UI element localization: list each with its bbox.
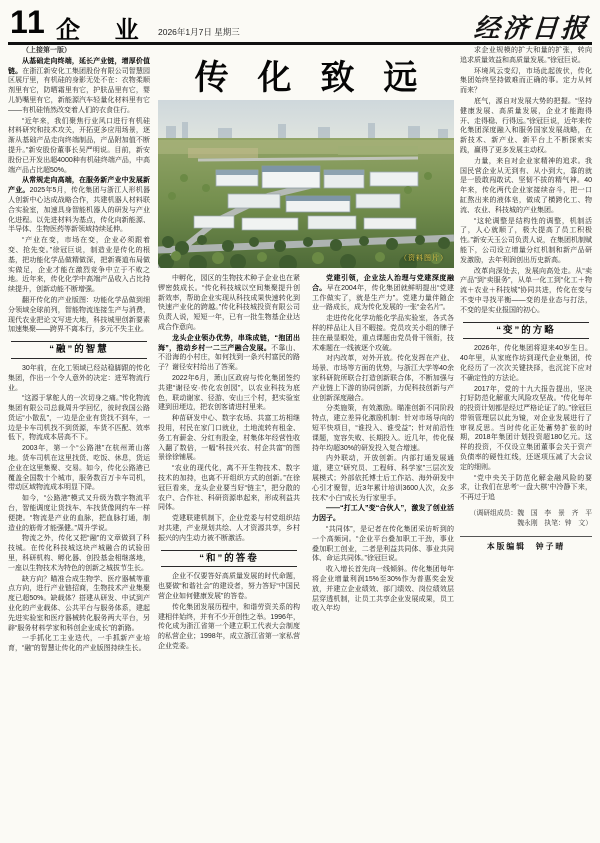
paragraph: 物流之外，传化又把“融”的文章做到了科技城。在传化科技城这块产城融合的试验田里，科研机构、孵化器、创投基金相继落地，一座以生物技术为特色的创新之城拔节生长。 [8, 535, 150, 572]
column-3 [312, 274, 454, 837]
column-2 [158, 274, 300, 837]
paragraph: 种苗研发中心、数字农场、共富工坊相继投用，村民在家门口就业，土地流转有租金、务工有薪金、分红有股金，村集体年经营性收入翻了数倍，一幅“科技兴农、村企共富”的图景徐徐铺展。 [158, 415, 300, 462]
pull-quote: ——“打工人”变“合伙人”，激发了创业活力因子。 [312, 505, 454, 523]
paragraph: 改革向深处去，发展向高处走。从“卖产品”到“卖服务”，从单一化工到“化工＋物流＋农业＋科技城”协同共进，传化在变与不变中寻找平衡——变的是业态与打法，不变的是实业报国的初心。 [460, 267, 592, 314]
paragraph: 求企业规模的扩大和量的扩张，转向追求质量效益和高质量发展。”徐冠巨说。 [460, 47, 592, 64]
paragraph: 企业不仅要答好高质量发展的时代命题，也要做“和谐社会”的建设者，努力答好“中国民营企业如何健康发展”的答卷。 [158, 573, 300, 600]
paragraph: 2017年，党的十九大报告提出，坚决打好防范化解重大风险攻坚战。“传化每年的投资计划都是经过严格论证了的。”徐冠巨带领管理层以此为镜，对企业发展进行了审视反思。当时传化正处蓄势扩张的时期，2018年集团计划投资超180亿元。这样的投资，不仅设立集团董事会关于资产负债率的硬性红线，还逐项压减了大会议定的细则。 [460, 385, 592, 471]
paragraph: 30年前，在化工领域已经站稳脚跟的传化集团，作出一个令人意外的决定：进军物流行业。 [8, 364, 150, 392]
section-header: “和”的答卷 [161, 550, 297, 568]
paragraph: “这源于掌舵人的一次切身之痛。”传化物流集团有限公司总裁周升学回忆，彼时我国公路货运“小散乱”，一边是企业有货找不到车，一边是卡车司机找不到货源，车货不匹配、效率低下，物流成本居高不下。 [8, 395, 150, 442]
paragraph: 内外联动，开放创新。内部打通发展通道，建立“研究员、工程师、科学家”三层次发展模式；外部依托博士后工作站、海外研发中心引才聚智，近3年累计培训3600人次，众多技术“小白”成长为行家里手。 [312, 455, 454, 502]
bold-lead: 龙头企业领办优势，串珠成链，“抱团出海”，推动乡村一二三产融合发展。 [158, 334, 300, 352]
photo-caption: （资料图片） [400, 255, 448, 262]
paragraph: 党建联建机制下，企业党委与村党组织结对共建，产业规划共绘、人才资源共享，乡村振兴的内生动力被不断激活。 [158, 515, 300, 542]
paragraph: 如今，“公路港”模式又升级为数字物流平台，智能调度让货找车、车找货像网约车一样便捷。“物流是产业的血脉，把血脉打通，制造业的筋骨才能强健。”周升学说。 [8, 495, 150, 532]
paragraph: 对内改革，对外开放。传化发挥在产业、场景、市场等方面的优势，与浙江大学等40余家科研院所联合打造创新联合体，不断加强与产业链上下游的协同创新，力促科技创新与产业创新深度融合。 [312, 355, 454, 402]
paragraph: 党建引领，企业法人治理与党建深度融合。早在2004年，传化集团就鲜明提出“党建工作做实了，就是生产力”。党建力量伴随企业一路成长，成为传化发展的一张“金名片”。 [312, 275, 455, 312]
paragraph: 从基础走向终端，延长产业链，增厚价值链。在浙江新安化工集团股份有限公司智慧园区展厅里，有机硅的身影无处不在：衣物柔顺剂里有它，防晒霜里有它，护肤品里有它，婴儿奶嘴里有它，新能源汽车轻量化材料里有它——有机硅悄然改变着人们的衣食住行。 [8, 57, 151, 114]
bold-lead: 从常规走向高端，在服务新产业中发展新产业。 [8, 177, 150, 195]
paragraph: “农业的现代化，离不开生物技术、数字技术的加持，也离不开组织方式的创新。”在徐冠巨看来，龙头企业要当好“链主”，把分散的农户、合作社、科研资源串起来，形成利益共同体。 [158, 465, 300, 512]
bold-lead: 党建引领，企业法人治理与党建深度融合。 [312, 275, 454, 292]
paragraph: 收入增长首先向一线倾斜。传化集团每年将企业增量利润15%至30%作为普惠奖金发放，并建立企业绩效、部门绩效、岗位绩效层层穿透机制，让员工共享企业发展成果，员工收入年均 [312, 566, 454, 613]
aerial-photo [158, 100, 454, 268]
paragraph: “党中央关于防范化解金融风险的要求，让我们在思考‘一盘大棋’中冷静下来，不再过于追 [460, 474, 592, 502]
section-title: 企 业 [56, 17, 153, 44]
masthead-logo: 经济日报 [472, 14, 591, 44]
paragraph: 龙头企业领办优势，串珠成链，“抱团出海”，推动乡村一二三产融合发展。不靠山、不沿海的小村庄，如何找到一条兴村富民的路子？谢径安村给出了答案。 [158, 334, 301, 372]
paragraph: 底气，源自对发展大势的把握。“坚持健康发展、高质量发展，企业才能跑得开、走得稳、行得远。”徐冠巨说，近年来传化集团深度融入和服务国家发展战略，在新技术、新产业、新平台上不断探索实践，赢得了更多发展主动权。 [460, 97, 592, 154]
editor-line: 本版编辑 钟子晴 [460, 536, 592, 552]
paragraph: 2026年，传化集团将迎来40岁生日。40年里，从家庭作坊到现代企业集团，传化经历了一次次关键抉择，也沉淀下应对不确定性的方法论。 [460, 345, 592, 382]
paragraph: “这轮调整是结构性的调整，机制活了，人心就顺了，极大提高了员工积极性。”新安天玉公司负责人说，在集团机制赋能下，公司设立增量分红机制和新产品研发激励，去年利润创出历史新高。 [460, 217, 592, 264]
section-header: “融”的智慧 [11, 341, 147, 359]
paragraph: 缺方向？瞄准合成生物学、医疗器械等重点方向，进行产业链招商，生物技术产业集聚度已超50%。缺载体？搭建从研发、中试到产业化的产业载体、公共平台与服务体系，建起先进实验室和医疗器械转化服务两大平台，另辟“服务材料学家和科创企业成长”的新路。 [8, 575, 150, 632]
paragraph: 力量，来自对企业家精神的追求。我国民营企业从无到有、从小到大，靠的就是一股敢闯敢试、坚韧不拔的精气神。40年来，传化两代企业家接续奋斗，把一口缸熬出来的液体皂，做成了横跨化工、物流、农业、科技城的产业集团。 [460, 157, 592, 214]
credit-line: （调研组成员：魏 国 李 景 齐 平 魏永刚 执笔：钟 文） [469, 510, 599, 527]
paragraph: 中孵化，园区的生物技术种子企业也在紧锣密鼓成长。“传化科技城以空间集聚提升创新效率，帮助企业实现从科技成果快速转化到快速产业化的跨越。”传化科技城投资有限公司负责人说，短短一年，已有一批生物基企业达成合作意向。 [158, 275, 300, 331]
paragraph: 分类施策，有效激励。瞄准创新不同阶段特点，建立差异化激励机制：针对市场导向的短平快项目，“谁投入、谁受益”；针对前沿性课题，宽容失败、长期投入。近几年，传化保持年均超30%的研发投入复合增速。 [312, 405, 454, 452]
paragraph: “产业在变，市场在变，企业必须跟着变、抢先变。”徐冠巨说，制造业是传化的根基，把功能化学品做精做深，把新赛道布局做实做足，企业才能在激烈竞争中立于不败之地。近年来，传化化学中高端产品收入占比持续提升，创新动能不断增强。 [8, 237, 150, 294]
section-header: “变”的方略 [463, 322, 589, 340]
paragraph: “共同体”，是记者在传化集团采访听到的一个高频词。“企业平台叠加职工干劲，事业叠加职工创业，二者是利益共同体、事业共同体、命运共同体。”徐冠巨说。 [312, 525, 454, 563]
paragraph: 走进传化化学功能化学品实验室，各式各样的样品让人目不暇接。党员攻关小组的牌子挂在最显眼处，重点课题由党员骨干领衔，技术难题在一线被逐个攻破。 [312, 315, 454, 352]
paragraph: 翻开传化的产业版图：功能化学品做到细分领域全球前列，智能物流连接生产与消费，现代农业把论文写进大地，科技城里创新要素加速集聚——跨界不离本行，多元不失主业。 [8, 296, 150, 334]
aerial-photo-graphic [158, 100, 454, 268]
paragraph: 环境风云变幻，市场此起彼伏，传化集团始终坚持做难而正确的事。定力从何而来？ [460, 67, 592, 95]
bold-lead: 从基础走向终端，延长产业链，增厚价值链。 [8, 57, 150, 75]
paragraph: （上接第一版） [22, 47, 71, 54]
page-header [8, 4, 592, 45]
issue-date: 2026年1月7日 星期三 [158, 27, 240, 37]
column-1 [8, 46, 150, 837]
column-4 [460, 46, 599, 837]
paragraph: 2003年，第一个“公路港”在杭州萧山落地。货车司机在这里找货、吃饭、休息，货运企业在这里集聚、交易。如今，传化公路港已覆盖全国数十个城市，服务数百万卡车司机，带动区域物流成本明显下降。 [8, 445, 150, 492]
page-number: 11 [10, 4, 46, 40]
paragraph: 传化集团发展历程中，和谐劳资关系的构建相伴始终，并有不少开创性之举。1996年，传化成为浙江省第一个建立职工代表大会制度的私营企业；1998年，成立浙江省第一家私营企业党委。 [158, 603, 300, 650]
paragraph: 从常规走向高端，在服务新产业中发展新产业。2025年5月，传化集团与浙江人形机器人创新中心达成战略合作，共建机器人材料联合实验室，加速具身智能机器人的研发与产业化进程。以先进材料为基点，传化向新能源、半导体、生物医药等新领域持续延伸。 [8, 177, 151, 234]
paragraph: “近年来，我们聚焦行业风口进行有机硅材料研究和技术攻关，开拓更多应用场景，逐渐从基础产品走向终端制品，产品附加值不断提升。”新安股份董事长吴严明说。目前，新安股份已开发出超4000种有机硅终端产品，中高端产品占比超50%。 [8, 117, 150, 174]
article-headline: 传化致远 [194, 59, 447, 97]
paragraph: 一手抓化工主业迭代，一手抓新产业培育，“融”的智慧让传化的产业版图持续生长。 [8, 635, 150, 653]
paragraph: 2022年6月，萧山区政府与传化集团签约共建“谢径安·传化农创园”，以农业科技为底色，联动谢家、径游、安山三个村，把实验室建到田埂边，把农创客请进村里来。 [158, 374, 300, 412]
